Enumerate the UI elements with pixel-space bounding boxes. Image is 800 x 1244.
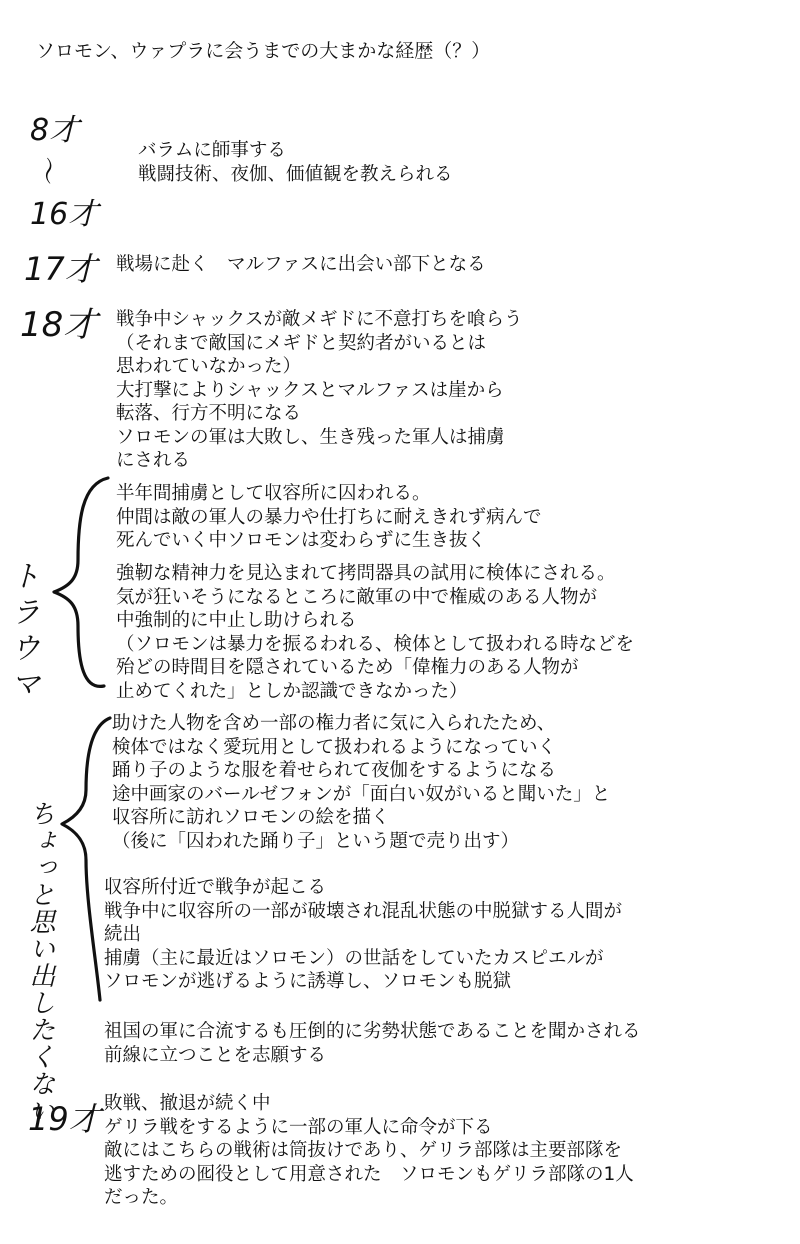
text-line: 戦争中シャックスが敵メギドに不意打ちを喰らう [116,309,523,330]
text-line: 転落、行方不明になる [116,403,302,424]
memory-brace [62,718,110,1000]
text-line: 強靭な精神力を見込まれて拷問器具の試用に検体にされる。 [116,563,616,584]
text-line: 死んでいく中ソロモンは変わらずに生き抜く [116,530,487,551]
section-battlefield [116,253,486,277]
text-line: にされる [116,450,191,471]
text-line: 収容所付近で戦争が起こる [104,877,327,898]
text-line: ソロモンが逃げるように誘導し、ソロモンも脱獄 [104,971,512,992]
section-escape [104,876,622,994]
trauma-brace [54,478,108,686]
text-line: （ソロモンは暴力を振るわれる、検体として扱われる時などを [116,633,635,655]
text-line: 中強制的に中止し助けられる [116,610,357,631]
age-tilde-note: 〜 [31,154,64,183]
text-line: 半年間捕虜として収容所に囚われる。 [116,483,431,504]
text-line: （後に「囚われた踊り子」という題で売り出す） [112,830,520,852]
text-line: 思われていなかった） [116,356,302,377]
text-line: 敵にはこちらの戦術は筒抜けであり、ゲリラ部隊は主要部隊を [104,1140,623,1161]
text-line: だった。 [104,1187,179,1208]
text-line: 戦争中に収容所の一部が破壊され混乱状態の中脱獄する人間が [104,900,623,922]
text-line: 前線に立つことを志願する [104,1044,327,1066]
section-prison [116,482,542,553]
text-line: 仲間は敵の軍人の暴力や仕打ちに耐えきれず病んで [116,506,542,528]
age-17-note: 17才 [24,250,97,288]
page-title: ソロモン、ウァプラに会うまでの大まかな経歴（？） [36,40,491,62]
text-line: 途中画家のバールゼフォンが「面白い奴がいると聞いた」と [112,783,611,805]
text-line: バラムに師事する [138,140,286,161]
text-line: 逃すための囮役として用意された ソロモンもゲリラ部隊の1人 [104,1163,634,1185]
section-torture [116,562,634,703]
section-bael-training [138,139,453,186]
text-line: 大打撃によりシャックスとマルファスは崖から [116,379,504,401]
text-line: （それまで敵国にメギドと契約者がいるとは [116,332,487,354]
age-8-note: 8才 [30,113,80,148]
text-line: 殆どの時間目を隠されているため「偉権力のある人物が [116,657,579,678]
text-line: 捕虜（主に最近はソロモン）の世話をしていたカスピエルが [104,947,604,969]
text-line: 続出 [104,924,142,945]
text-line: ソロモンの軍は大敗し、生き残った軍人は捕虜 [116,426,505,448]
section-frontline [104,1020,641,1067]
trauma-note: トラウマ [4,560,40,704]
section-guerrilla [104,1092,634,1210]
text-line: 敗戦、撤退が続く中 [104,1093,271,1114]
text-line: 検体ではなく愛玩用として扱われるようになっていく [112,736,557,758]
text-line: 止めてくれた」としか認識できなかった） [116,680,468,702]
text-line: 戦闘技術、夜伽、価値観を教えられる [138,163,453,185]
text-line: 踊り子のような服を着せられて夜伽をするようになる [112,760,557,781]
section-ambush [116,308,522,473]
age-19-note: 19才 [28,1100,101,1138]
text-line: 助けた人物を含め一部の権力者に気に入られたため、 [112,713,556,734]
text-line: 戦場に赴く マルファスに出会い部下となる [116,254,486,275]
text-line: ゲリラ戦をするように一部の軍人に命令が下る [104,1116,493,1138]
text-line: 収容所に訪れソロモンの絵を描く [112,807,390,828]
section-plaything [112,712,610,853]
memory-note: ちょっと思い出したくない [25,800,55,1124]
age-16-note: 16才 [30,197,99,232]
text-line: 祖国の軍に合流するも圧倒的に劣勢状態であることを聞かされる [104,1021,641,1042]
text-line: 気が狂いそうになるところに敵軍の中で権威のある人物が [116,586,598,608]
age-18-note: 18才 [20,305,98,345]
